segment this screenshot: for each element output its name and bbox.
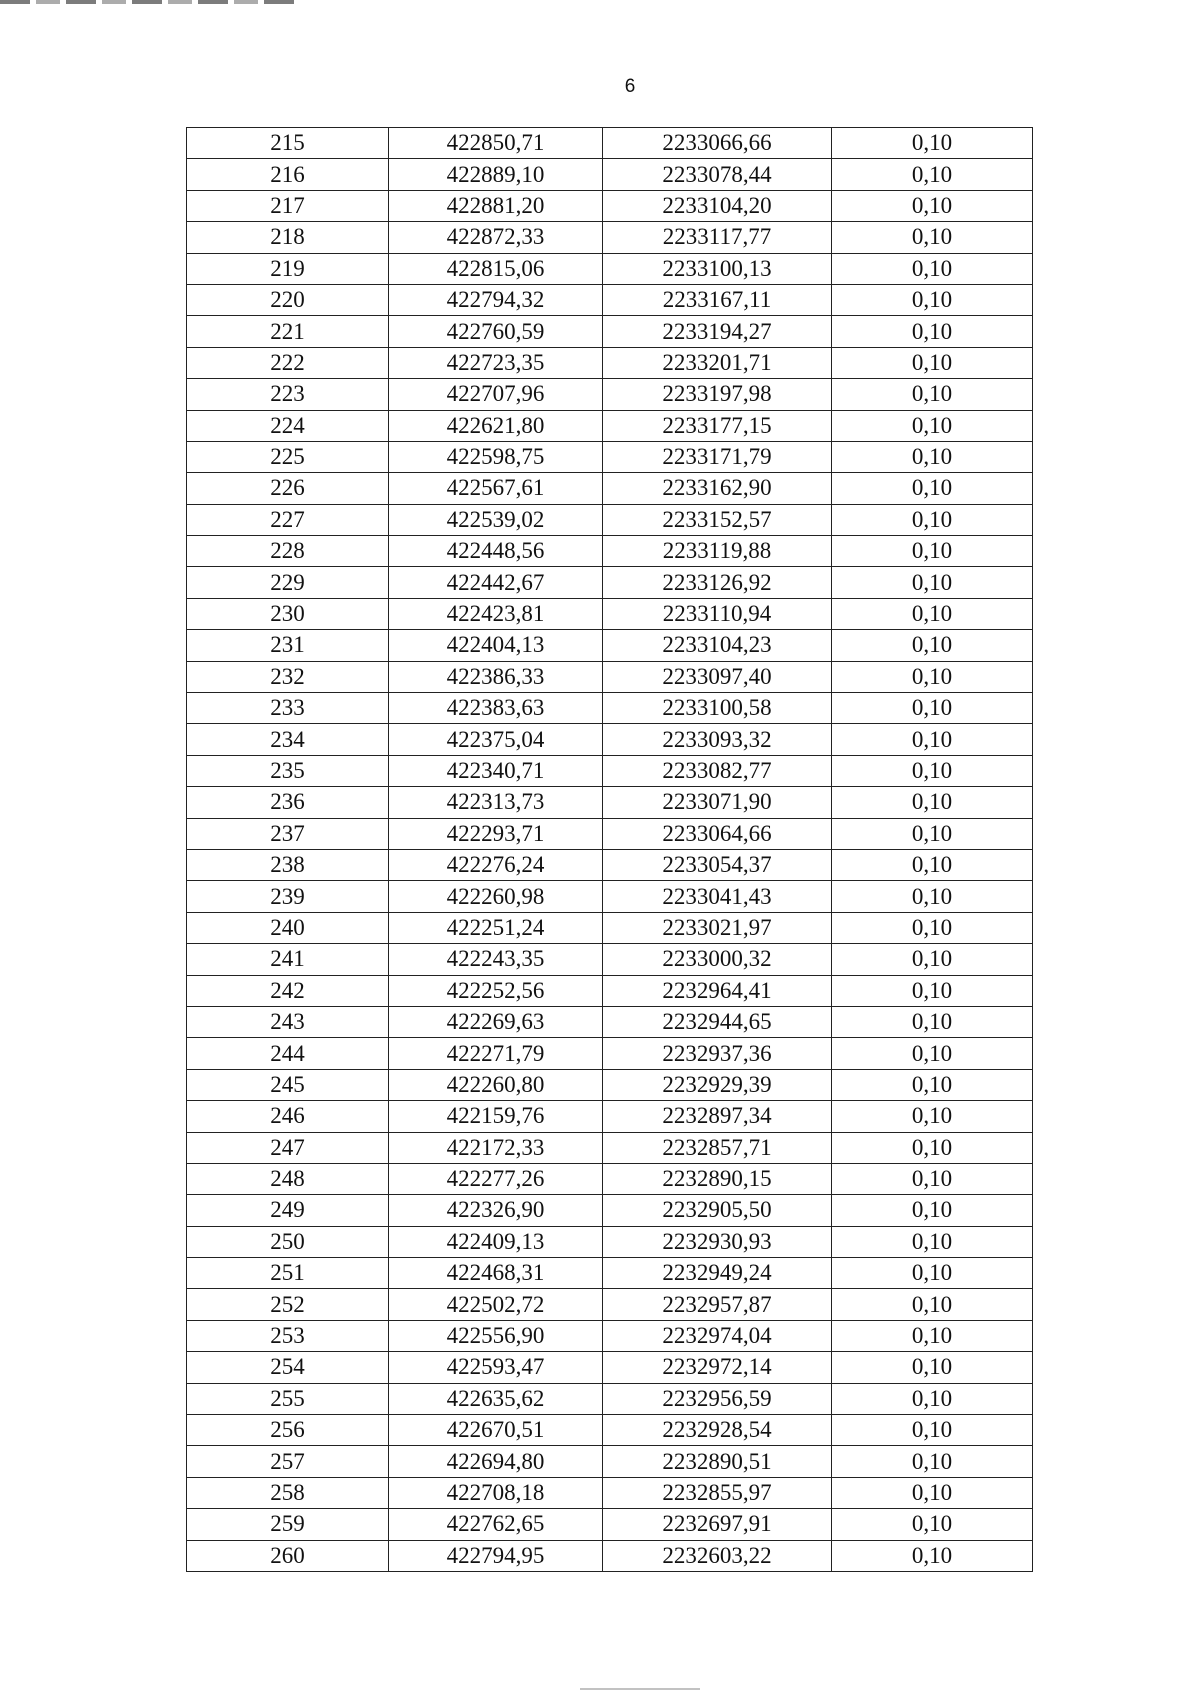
y-coordinate-cell: 2233110,94 xyxy=(603,598,832,629)
point-number-cell: 247 xyxy=(187,1132,389,1163)
scan-artifact-line xyxy=(0,0,300,4)
x-coordinate-cell: 422448,56 xyxy=(389,536,603,567)
point-number-cell: 253 xyxy=(187,1320,389,1351)
table-row xyxy=(187,944,1033,975)
point-number-cell: 225 xyxy=(187,441,389,472)
table-row xyxy=(187,284,1033,315)
y-coordinate-cell: 2233000,32 xyxy=(603,944,832,975)
table-row xyxy=(187,504,1033,535)
x-coordinate-cell: 422670,51 xyxy=(389,1415,603,1446)
x-coordinate-cell: 422423,81 xyxy=(389,598,603,629)
y-coordinate-cell: 2232603,22 xyxy=(603,1540,832,1571)
y-coordinate-cell: 2232855,97 xyxy=(603,1477,832,1508)
table-row xyxy=(187,567,1033,598)
x-coordinate-cell: 422340,71 xyxy=(389,755,603,786)
table-row xyxy=(187,441,1033,472)
point-number-cell: 248 xyxy=(187,1163,389,1194)
x-coordinate-cell: 422881,20 xyxy=(389,190,603,221)
table-row xyxy=(187,1069,1033,1100)
table-row xyxy=(187,1383,1033,1414)
coordinates-table-body xyxy=(187,128,1033,1572)
accuracy-cell: 0,10 xyxy=(832,818,1033,849)
y-coordinate-cell: 2233082,77 xyxy=(603,755,832,786)
accuracy-cell: 0,10 xyxy=(832,253,1033,284)
accuracy-cell: 0,10 xyxy=(832,1006,1033,1037)
accuracy-cell: 0,10 xyxy=(832,379,1033,410)
y-coordinate-cell: 2232972,14 xyxy=(603,1352,832,1383)
x-coordinate-cell: 422621,80 xyxy=(389,410,603,441)
point-number-cell: 239 xyxy=(187,881,389,912)
accuracy-cell: 0,10 xyxy=(832,222,1033,253)
y-coordinate-cell: 2232937,36 xyxy=(603,1038,832,1069)
table-row xyxy=(187,1289,1033,1320)
accuracy-cell: 0,10 xyxy=(832,755,1033,786)
accuracy-cell: 0,10 xyxy=(832,849,1033,880)
y-coordinate-cell: 2232964,41 xyxy=(603,975,832,1006)
table-row xyxy=(187,473,1033,504)
table-row xyxy=(187,1415,1033,1446)
point-number-cell: 224 xyxy=(187,410,389,441)
table-row xyxy=(187,912,1033,943)
accuracy-cell: 0,10 xyxy=(832,316,1033,347)
table-row xyxy=(187,1163,1033,1194)
table-row xyxy=(187,410,1033,441)
table-row xyxy=(187,818,1033,849)
x-coordinate-cell: 422276,24 xyxy=(389,849,603,880)
y-coordinate-cell: 2233104,23 xyxy=(603,630,832,661)
x-coordinate-cell: 422404,13 xyxy=(389,630,603,661)
accuracy-cell: 0,10 xyxy=(832,536,1033,567)
y-coordinate-cell: 2233194,27 xyxy=(603,316,832,347)
table-row xyxy=(187,128,1033,159)
table-row xyxy=(187,881,1033,912)
y-coordinate-cell: 2232890,51 xyxy=(603,1446,832,1477)
y-coordinate-cell: 2232944,65 xyxy=(603,1006,832,1037)
table-row xyxy=(187,1477,1033,1508)
point-number-cell: 254 xyxy=(187,1352,389,1383)
y-coordinate-cell: 2232930,93 xyxy=(603,1226,832,1257)
point-number-cell: 234 xyxy=(187,724,389,755)
table-row xyxy=(187,693,1033,724)
point-number-cell: 258 xyxy=(187,1477,389,1508)
point-number-cell: 216 xyxy=(187,159,389,190)
x-coordinate-cell: 422708,18 xyxy=(389,1477,603,1508)
accuracy-cell: 0,10 xyxy=(832,441,1033,472)
x-coordinate-cell: 422313,73 xyxy=(389,787,603,818)
y-coordinate-cell: 2233171,79 xyxy=(603,441,832,472)
x-coordinate-cell: 422694,80 xyxy=(389,1446,603,1477)
point-number-cell: 260 xyxy=(187,1540,389,1571)
x-coordinate-cell: 422326,90 xyxy=(389,1195,603,1226)
x-coordinate-cell: 422260,80 xyxy=(389,1069,603,1100)
table-row xyxy=(187,1101,1033,1132)
table-row xyxy=(187,536,1033,567)
accuracy-cell: 0,10 xyxy=(832,1540,1033,1571)
point-number-cell: 242 xyxy=(187,975,389,1006)
accuracy-cell: 0,10 xyxy=(832,1446,1033,1477)
point-number-cell: 226 xyxy=(187,473,389,504)
table-row xyxy=(187,1132,1033,1163)
x-coordinate-cell: 422723,35 xyxy=(389,347,603,378)
x-coordinate-cell: 422872,33 xyxy=(389,222,603,253)
y-coordinate-cell: 2233071,90 xyxy=(603,787,832,818)
y-coordinate-cell: 2233093,32 xyxy=(603,724,832,755)
table-row xyxy=(187,1038,1033,1069)
x-coordinate-cell: 422593,47 xyxy=(389,1352,603,1383)
y-coordinate-cell: 2232897,34 xyxy=(603,1101,832,1132)
y-coordinate-cell: 2232890,15 xyxy=(603,1163,832,1194)
point-number-cell: 215 xyxy=(187,128,389,159)
table-row xyxy=(187,190,1033,221)
accuracy-cell: 0,10 xyxy=(832,284,1033,315)
table-row xyxy=(187,1226,1033,1257)
accuracy-cell: 0,10 xyxy=(832,1101,1033,1132)
table-row xyxy=(187,1540,1033,1571)
point-number-cell: 231 xyxy=(187,630,389,661)
x-coordinate-cell: 422889,10 xyxy=(389,159,603,190)
point-number-cell: 229 xyxy=(187,567,389,598)
y-coordinate-cell: 2233097,40 xyxy=(603,661,832,692)
point-number-cell: 250 xyxy=(187,1226,389,1257)
x-coordinate-cell: 422172,33 xyxy=(389,1132,603,1163)
point-number-cell: 222 xyxy=(187,347,389,378)
x-coordinate-cell: 422409,13 xyxy=(389,1226,603,1257)
x-coordinate-cell: 422815,06 xyxy=(389,253,603,284)
scan-artifact-line xyxy=(580,1688,700,1690)
y-coordinate-cell: 2232974,04 xyxy=(603,1320,832,1351)
y-coordinate-cell: 2232956,59 xyxy=(603,1383,832,1414)
y-coordinate-cell: 2233054,37 xyxy=(603,849,832,880)
accuracy-cell: 0,10 xyxy=(832,944,1033,975)
point-number-cell: 227 xyxy=(187,504,389,535)
y-coordinate-cell: 2232949,24 xyxy=(603,1258,832,1289)
accuracy-cell: 0,10 xyxy=(832,661,1033,692)
x-coordinate-cell: 422271,79 xyxy=(389,1038,603,1069)
point-number-cell: 246 xyxy=(187,1101,389,1132)
table-row xyxy=(187,316,1033,347)
table-row xyxy=(187,222,1033,253)
point-number-cell: 236 xyxy=(187,787,389,818)
y-coordinate-cell: 2233117,77 xyxy=(603,222,832,253)
x-coordinate-cell: 422794,32 xyxy=(389,284,603,315)
y-coordinate-cell: 2233126,92 xyxy=(603,567,832,598)
x-coordinate-cell: 422243,35 xyxy=(389,944,603,975)
accuracy-cell: 0,10 xyxy=(832,693,1033,724)
y-coordinate-cell: 2232857,71 xyxy=(603,1132,832,1163)
accuracy-cell: 0,10 xyxy=(832,1352,1033,1383)
point-number-cell: 230 xyxy=(187,598,389,629)
point-number-cell: 241 xyxy=(187,944,389,975)
accuracy-cell: 0,10 xyxy=(832,473,1033,504)
table-row xyxy=(187,849,1033,880)
y-coordinate-cell: 2232697,91 xyxy=(603,1509,832,1540)
accuracy-cell: 0,10 xyxy=(832,347,1033,378)
table-row xyxy=(187,975,1033,1006)
accuracy-cell: 0,10 xyxy=(832,190,1033,221)
x-coordinate-cell: 422251,24 xyxy=(389,912,603,943)
accuracy-cell: 0,10 xyxy=(832,1383,1033,1414)
table-row xyxy=(187,1320,1033,1351)
table-row xyxy=(187,253,1033,284)
point-number-cell: 220 xyxy=(187,284,389,315)
accuracy-cell: 0,10 xyxy=(832,1163,1033,1194)
y-coordinate-cell: 2233162,90 xyxy=(603,473,832,504)
y-coordinate-cell: 2233041,43 xyxy=(603,881,832,912)
y-coordinate-cell: 2233078,44 xyxy=(603,159,832,190)
accuracy-cell: 0,10 xyxy=(832,159,1033,190)
table-row xyxy=(187,630,1033,661)
accuracy-cell: 0,10 xyxy=(832,567,1033,598)
x-coordinate-cell: 422468,31 xyxy=(389,1258,603,1289)
accuracy-cell: 0,10 xyxy=(832,1258,1033,1289)
y-coordinate-cell: 2233119,88 xyxy=(603,536,832,567)
accuracy-cell: 0,10 xyxy=(832,598,1033,629)
point-number-cell: 252 xyxy=(187,1289,389,1320)
accuracy-cell: 0,10 xyxy=(832,1195,1033,1226)
y-coordinate-cell: 2233152,57 xyxy=(603,504,832,535)
x-coordinate-cell: 422760,59 xyxy=(389,316,603,347)
accuracy-cell: 0,10 xyxy=(832,630,1033,661)
y-coordinate-cell: 2233100,13 xyxy=(603,253,832,284)
page-number: 6 xyxy=(624,76,636,97)
point-number-cell: 232 xyxy=(187,661,389,692)
accuracy-cell: 0,10 xyxy=(832,410,1033,441)
x-coordinate-cell: 422375,04 xyxy=(389,724,603,755)
x-coordinate-cell: 422556,90 xyxy=(389,1320,603,1351)
accuracy-cell: 0,10 xyxy=(832,975,1033,1006)
y-coordinate-cell: 2232929,39 xyxy=(603,1069,832,1100)
y-coordinate-cell: 2233104,20 xyxy=(603,190,832,221)
x-coordinate-cell: 422598,75 xyxy=(389,441,603,472)
x-coordinate-cell: 422762,65 xyxy=(389,1509,603,1540)
point-number-cell: 223 xyxy=(187,379,389,410)
table-row xyxy=(187,1006,1033,1037)
y-coordinate-cell: 2233197,98 xyxy=(603,379,832,410)
point-number-cell: 249 xyxy=(187,1195,389,1226)
accuracy-cell: 0,10 xyxy=(832,787,1033,818)
y-coordinate-cell: 2232905,50 xyxy=(603,1195,832,1226)
accuracy-cell: 0,10 xyxy=(832,1477,1033,1508)
point-number-cell: 240 xyxy=(187,912,389,943)
y-coordinate-cell: 2233064,66 xyxy=(603,818,832,849)
x-coordinate-cell: 422260,98 xyxy=(389,881,603,912)
accuracy-cell: 0,10 xyxy=(832,1069,1033,1100)
table-row xyxy=(187,1352,1033,1383)
x-coordinate-cell: 422269,63 xyxy=(389,1006,603,1037)
point-number-cell: 218 xyxy=(187,222,389,253)
y-coordinate-cell: 2232957,87 xyxy=(603,1289,832,1320)
x-coordinate-cell: 422635,62 xyxy=(389,1383,603,1414)
accuracy-cell: 0,10 xyxy=(832,504,1033,535)
point-number-cell: 245 xyxy=(187,1069,389,1100)
x-coordinate-cell: 422386,33 xyxy=(389,661,603,692)
y-coordinate-cell: 2233021,97 xyxy=(603,912,832,943)
accuracy-cell: 0,10 xyxy=(832,912,1033,943)
x-coordinate-cell: 422850,71 xyxy=(389,128,603,159)
point-number-cell: 233 xyxy=(187,693,389,724)
point-number-cell: 255 xyxy=(187,1383,389,1414)
point-number-cell: 243 xyxy=(187,1006,389,1037)
table-row xyxy=(187,724,1033,755)
table-row xyxy=(187,755,1033,786)
point-number-cell: 228 xyxy=(187,536,389,567)
accuracy-cell: 0,10 xyxy=(832,1038,1033,1069)
accuracy-cell: 0,10 xyxy=(832,1132,1033,1163)
accuracy-cell: 0,10 xyxy=(832,724,1033,755)
y-coordinate-cell: 2233201,71 xyxy=(603,347,832,378)
table-row xyxy=(187,379,1033,410)
point-number-cell: 237 xyxy=(187,818,389,849)
table-row xyxy=(187,787,1033,818)
x-coordinate-cell: 422539,02 xyxy=(389,504,603,535)
table-row xyxy=(187,1446,1033,1477)
x-coordinate-cell: 422442,67 xyxy=(389,567,603,598)
point-number-cell: 251 xyxy=(187,1258,389,1289)
accuracy-cell: 0,10 xyxy=(832,1226,1033,1257)
accuracy-cell: 0,10 xyxy=(832,1320,1033,1351)
accuracy-cell: 0,10 xyxy=(832,128,1033,159)
y-coordinate-cell: 2233066,66 xyxy=(603,128,832,159)
point-number-cell: 256 xyxy=(187,1415,389,1446)
x-coordinate-cell: 422794,95 xyxy=(389,1540,603,1571)
point-number-cell: 259 xyxy=(187,1509,389,1540)
table-row xyxy=(187,1509,1033,1540)
y-coordinate-cell: 2233100,58 xyxy=(603,693,832,724)
x-coordinate-cell: 422159,76 xyxy=(389,1101,603,1132)
x-coordinate-cell: 422277,26 xyxy=(389,1163,603,1194)
table-row xyxy=(187,159,1033,190)
y-coordinate-cell: 2232928,54 xyxy=(603,1415,832,1446)
coordinates-table xyxy=(186,127,1033,1572)
accuracy-cell: 0,10 xyxy=(832,1415,1033,1446)
point-number-cell: 238 xyxy=(187,849,389,880)
x-coordinate-cell: 422252,56 xyxy=(389,975,603,1006)
x-coordinate-cell: 422293,71 xyxy=(389,818,603,849)
x-coordinate-cell: 422567,61 xyxy=(389,473,603,504)
point-number-cell: 219 xyxy=(187,253,389,284)
x-coordinate-cell: 422383,63 xyxy=(389,693,603,724)
point-number-cell: 217 xyxy=(187,190,389,221)
table-row xyxy=(187,347,1033,378)
table-row xyxy=(187,1258,1033,1289)
point-number-cell: 221 xyxy=(187,316,389,347)
table-row xyxy=(187,1195,1033,1226)
table-row xyxy=(187,598,1033,629)
accuracy-cell: 0,10 xyxy=(832,881,1033,912)
x-coordinate-cell: 422707,96 xyxy=(389,379,603,410)
y-coordinate-cell: 2233177,15 xyxy=(603,410,832,441)
accuracy-cell: 0,10 xyxy=(832,1289,1033,1320)
point-number-cell: 235 xyxy=(187,755,389,786)
point-number-cell: 257 xyxy=(187,1446,389,1477)
y-coordinate-cell: 2233167,11 xyxy=(603,284,832,315)
accuracy-cell: 0,10 xyxy=(832,1509,1033,1540)
x-coordinate-cell: 422502,72 xyxy=(389,1289,603,1320)
point-number-cell: 244 xyxy=(187,1038,389,1069)
table-row xyxy=(187,661,1033,692)
